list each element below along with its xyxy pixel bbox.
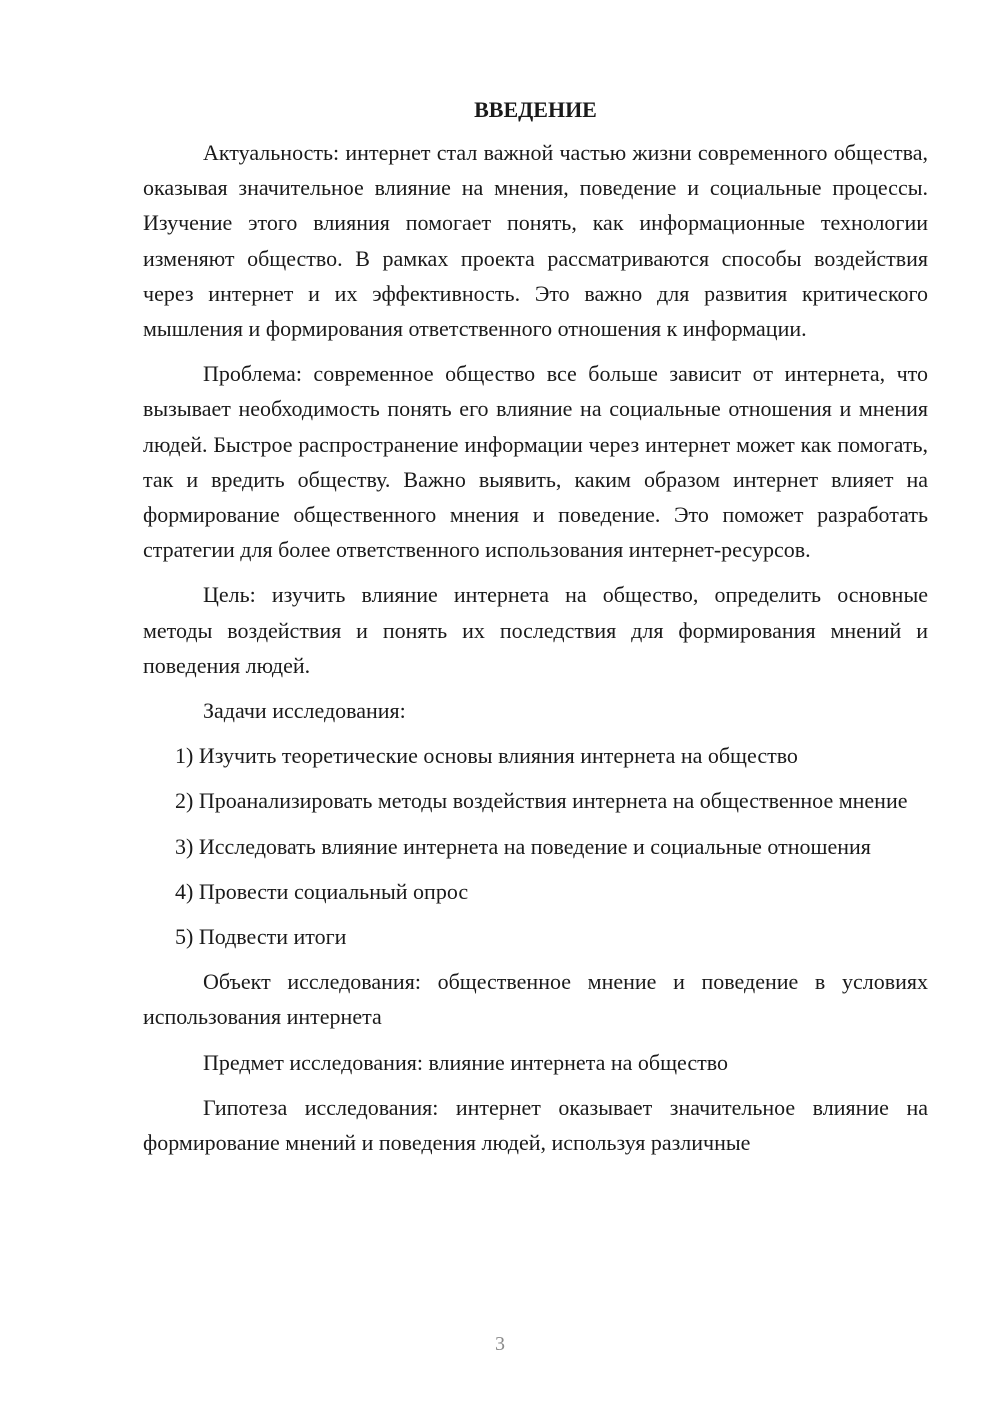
paragraph-problem: Проблема: современное общество все больше зависит от интернета, что вызывает необходимость понять его влияние на социальные отношения и мнения людей. Быстрое распространение информации через интернет может как помогать, так и вредить обществу. Важно выявить, каким образом интернет влияет на формирование общественного мнения и поведение. Это поможет разработать стратегии для более ответственного использования интернет-ресурсов. <box>143 361 928 563</box>
paragraph-object: Объект исследования: общественное мнение и поведение в условиях использования интернета <box>143 969 928 1030</box>
paragraph-relevance: Актуальность: интернет стал важной частью жизни современного общества, оказывая значительное влияние на мнения, поведение и социальные процессы. Изучение этого влияния помогает понять, как информационные технологии изменяют общество. В рамках проекта рассматриваются способы воздействия через интернет и их эффективность. Это важно для развития критического мышления и формирования ответственного отношения к информации. <box>143 140 928 342</box>
paragraph-subject: Предмет исследования: влияние интернета на общество <box>203 1049 728 1075</box>
paragraph-tasks-heading: Задачи исследования: <box>203 698 406 724</box>
task-item: 2) Проанализировать методы воздействия интернета на общественное мнение <box>175 788 908 814</box>
task-item: 1) Изучить теоретические основы влияния интернета на общество <box>175 743 798 769</box>
page-number: 3 <box>495 1333 505 1355</box>
task-item: 3) Исследовать влияние интернета на поведение и социальные отношения <box>175 833 871 859</box>
section-heading: ВВЕДЕНИЕ <box>474 97 597 122</box>
page-content <box>143 95 928 1170</box>
paragraph-hypothesis: Гипотеза исследования: интернет оказывает значительное влияние на формирование мнений и поведения людей, используя различные <box>143 1094 928 1156</box>
task-item: 4) Провести социальный опрос <box>175 878 469 904</box>
task-item: 5) Подвести итоги <box>175 924 347 950</box>
paragraph-goal: Цель: изучить влияние интернета на общество, определить основные методы воздействия и понять их последствия для формирования мнений и поведения людей. <box>143 582 928 678</box>
